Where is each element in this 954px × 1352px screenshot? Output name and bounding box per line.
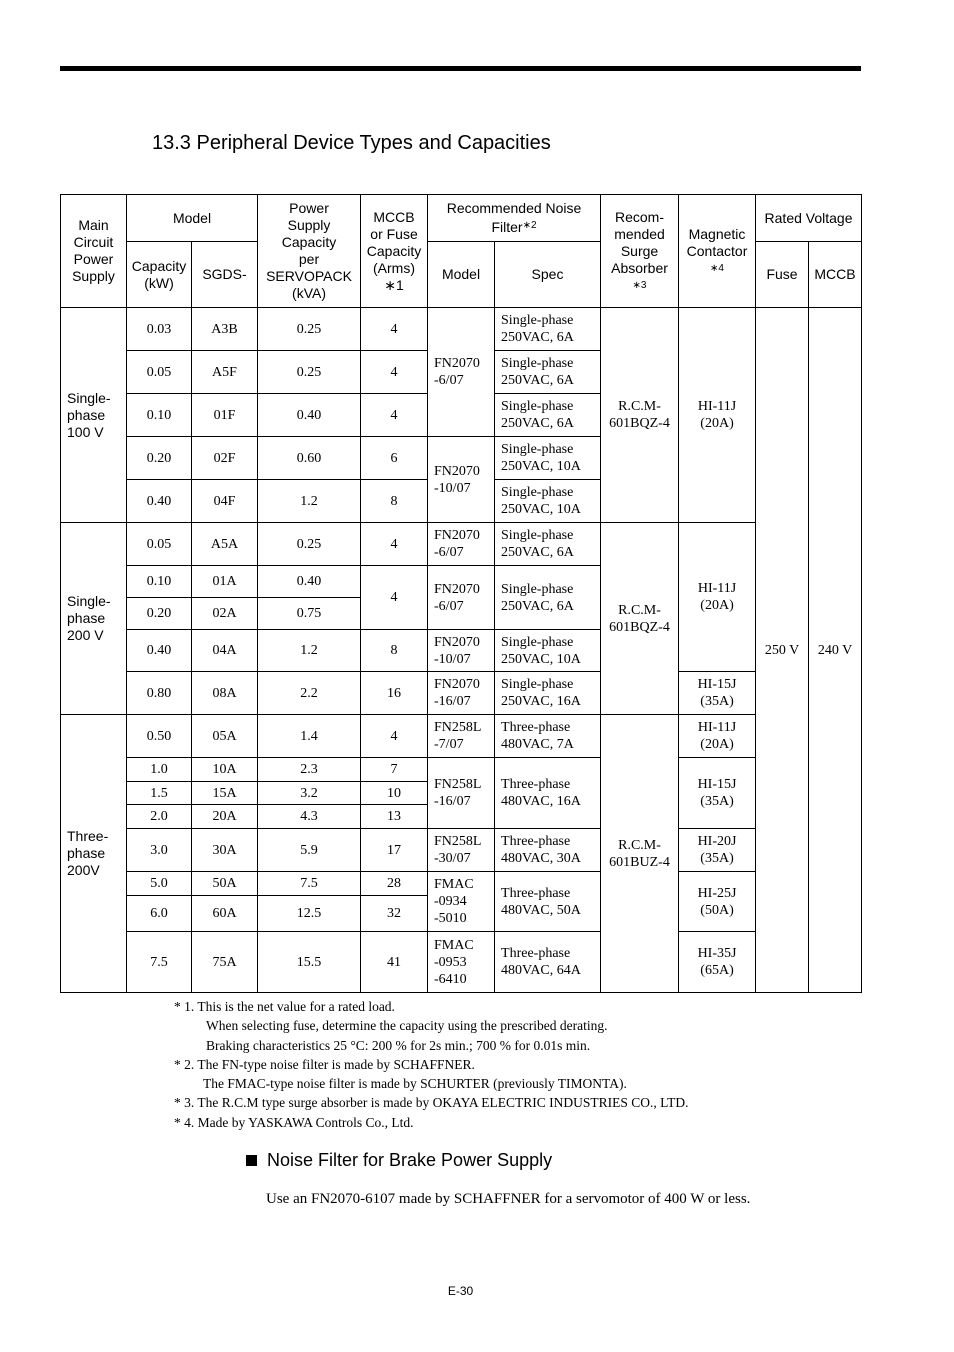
footnote-1-line-3: Braking characteristics 25 °C: 200 % for 2s min.; 700 % for 0.01s min. [206,1037,591,1053]
model-cell: 10A [192,758,258,782]
footnote-1: * 1. This is the net value for a rated load. [174,999,395,1014]
kva-cell: 1.2 [258,630,361,672]
surge-cell: R.C.M- 601BQZ-4 [601,308,679,523]
spec-cell: Single-phase 250VAC, 16A [495,672,601,715]
capacity-cell: 0.40 [127,630,192,672]
spec-cell: Single-phase 250VAC, 6A [495,566,601,630]
table-row [61,932,862,993]
contactor-cell: HI-25J (50A) [679,872,756,932]
footnote-4: * 4. Made by YASKAWA Controls Co., Ltd. [174,1114,414,1130]
filter-model-cell: FN258L -16/07 [428,758,495,829]
header-nf-model: Model [428,242,495,308]
filter-model-cell: FN2070 -10/07 [428,437,495,523]
model-cell: A5F [192,351,258,394]
model-cell: A3B [192,308,258,351]
mccb-cell: 4 [361,523,428,566]
spec-cell: Three-phase 480VAC, 7A [495,715,601,758]
mccb-cell: 10 [361,782,428,805]
mccb-cell: 17 [361,829,428,872]
model-cell: 60A [192,896,258,932]
filter-model-cell: FN2070 -10/07 [428,630,495,672]
rated-mccb-cell: 240 V [809,308,862,993]
model-cell: 04F [192,480,258,523]
kva-cell: 4.3 [258,805,361,829]
kva-cell: 12.5 [258,896,361,932]
header-row-1 [61,195,862,242]
kva-cell: 0.40 [258,566,361,598]
mccb-cell: 4 [361,566,428,630]
square-bullet-icon [246,1155,257,1166]
spec-cell: Single-phase 250VAC, 6A [495,308,601,351]
contactor-cell: HI-15J (35A) [679,758,756,829]
header-mccb-voltage: MCCB [809,242,862,308]
mccb-cell: 8 [361,630,428,672]
table-row [61,308,862,351]
model-cell: 02A [192,598,258,630]
mccb-cell: 4 [361,351,428,394]
capacity-cell: 1.0 [127,758,192,782]
peripheral-device-table [60,194,862,993]
spec-cell: Single-phase 250VAC, 10A [495,437,601,480]
header-contactor: Magnetic Contactor ∗4 [679,195,756,308]
subheading [246,1150,552,1171]
footnote-2-line-2: The FMAC-type noise filter is made by SCHURTER (previously TIMONTA). [203,1076,627,1092]
contactor-cell: HI-11J (20A) [679,715,756,758]
header-nf-spec: Spec [495,242,601,308]
kva-cell: 0.25 [258,351,361,394]
kva-cell: 5.9 [258,829,361,872]
model-cell: A5A [192,523,258,566]
contactor-cell: HI-11J (20A) [679,523,756,672]
header-capacity: Capacity (kW) [127,242,192,308]
body-paragraph: Use an FN2070-6107 made by SCHAFFNER for a servomotor of 400 W or less. [266,1191,751,1207]
model-cell: 01A [192,566,258,598]
filter-model-cell: FMAC -0953 -6410 [428,932,495,993]
mccb-cell: 8 [361,480,428,523]
mccb-cell: 28 [361,872,428,896]
header-surge-absorber: Recom- mended Surge Absorber ∗3 [601,195,679,308]
capacity-cell: 0.40 [127,480,192,523]
kva-cell: 2.3 [258,758,361,782]
model-cell: 04A [192,630,258,672]
capacity-cell: 0.20 [127,598,192,630]
contactor-cell: HI-11J (20A) [679,308,756,523]
capacity-cell: 1.5 [127,782,192,805]
model-cell: 15A [192,782,258,805]
spec-cell: Three-phase 480VAC, 64A [495,932,601,993]
capacity-cell: 0.20 [127,437,192,480]
capacity-cell: 7.5 [127,932,192,993]
footnote-1-line-2: When selecting fuse, determine the capacity using the prescribed derating. [206,1018,608,1034]
kva-cell: 0.60 [258,437,361,480]
header-noise-filter: Recommended Noise Filter$^{∗2}$ [428,195,601,242]
group-label-3phase: Three- phase 200V [61,715,127,993]
model-cell: 05A [192,715,258,758]
header-model: Model [127,195,258,242]
header-mccb: MCCB or Fuse Capacity (Arms) ∗1 [361,195,428,308]
group-label-200v: Single- phase 200 V [61,523,127,715]
footnotes [174,997,688,1132]
mccb-cell: 13 [361,805,428,829]
model-cell: 20A [192,805,258,829]
mccb-cell: 6 [361,437,428,480]
capacity-cell: 0.80 [127,672,192,715]
filter-model-cell: FN258L -30/07 [428,829,495,872]
model-cell: 30A [192,829,258,872]
spec-cell: Three-phase 480VAC, 30A [495,829,601,872]
mccb-cell: 41 [361,932,428,993]
mccb-cell: 16 [361,672,428,715]
kva-cell: 0.75 [258,598,361,630]
capacity-cell: 0.05 [127,351,192,394]
spec-cell: Single-phase 250VAC, 10A [495,630,601,672]
filter-model-cell: FN2070 -6/07 [428,308,495,437]
table-row [61,872,862,896]
model-cell: 02F [192,437,258,480]
model-cell: 08A [192,672,258,715]
capacity-cell: 3.0 [127,829,192,872]
filter-model-cell: FN2070 -6/07 [428,523,495,566]
spec-cell: Three-phase 480VAC, 16A [495,758,601,829]
surge-cell: R.C.M- 601BUZ-4 [601,715,679,993]
header-power-supply: Power Supply Capacity per SERVOPACK (kVA) [258,195,361,308]
capacity-cell: 0.05 [127,523,192,566]
filter-model-cell: FN258L -7/07 [428,715,495,758]
capacity-cell: 0.10 [127,566,192,598]
contactor-cell: HI-15J (35A) [679,672,756,715]
table-row [61,672,862,715]
kva-cell: 0.25 [258,308,361,351]
kva-cell: 3.2 [258,782,361,805]
model-cell: 01F [192,394,258,437]
top-rule [60,66,861,71]
surge-cell: R.C.M- 601BQZ-4 [601,523,679,715]
table-row [61,758,862,782]
capacity-cell: 6.0 [127,896,192,932]
mccb-cell: 32 [361,896,428,932]
capacity-cell: 0.50 [127,715,192,758]
kva-cell: 7.5 [258,872,361,896]
footnote-2: * 2. The FN-type noise filter is made by SCHAFFNER. [174,1056,475,1072]
kva-cell: 0.25 [258,523,361,566]
model-cell: 75A [192,932,258,993]
kva-cell: 0.40 [258,394,361,437]
filter-model-cell: FMAC -0934 -5010 [428,872,495,932]
filter-model-cell: FN2070 -6/07 [428,566,495,630]
header-main-circuit: Main Circuit Power Supply [61,195,127,308]
spec-cell: Single-phase 250VAC, 6A [495,351,601,394]
mccb-cell: 4 [361,715,428,758]
kva-cell: 1.4 [258,715,361,758]
capacity-cell: 2.0 [127,805,192,829]
header-sgds: SGDS- [192,242,258,308]
spec-cell: Single-phase 250VAC, 10A [495,480,601,523]
table-row [61,829,862,872]
model-cell: 50A [192,872,258,896]
subheading-text: Noise Filter for Brake Power Supply [267,1150,553,1170]
kva-cell: 1.2 [258,480,361,523]
capacity-cell: 0.03 [127,308,192,351]
spec-cell: Single-phase 250VAC, 6A [495,394,601,437]
group-label-100v: Single- phase 100 V [61,308,127,523]
contactor-cell: HI-20J (35A) [679,829,756,872]
section-title: 13.3 Peripheral Device Types and Capacities [152,132,551,154]
kva-cell: 15.5 [258,932,361,993]
spec-cell: Three-phase 480VAC, 50A [495,872,601,932]
page-number: E-30 [447,1284,474,1298]
spec-cell: Single-phase 250VAC, 6A [495,523,601,566]
capacity-cell: 5.0 [127,872,192,896]
mccb-cell: 7 [361,758,428,782]
kva-cell: 2.2 [258,672,361,715]
contactor-cell: HI-35J (65A) [679,932,756,993]
mccb-cell: 4 [361,308,428,351]
header-rated-voltage: Rated Voltage [756,195,862,242]
table-row [61,523,862,566]
footnote-3: * 3. The R.C.M type surge absorber is made by OKAYA ELECTRIC INDUSTRIES CO., LTD. [174,1095,689,1111]
rated-fuse-cell: 250 V [756,308,809,993]
table-row [61,715,862,758]
capacity-cell: 0.10 [127,394,192,437]
mccb-cell: 4 [361,394,428,437]
header-fuse: Fuse [756,242,809,308]
filter-model-cell: FN2070 -16/07 [428,672,495,715]
